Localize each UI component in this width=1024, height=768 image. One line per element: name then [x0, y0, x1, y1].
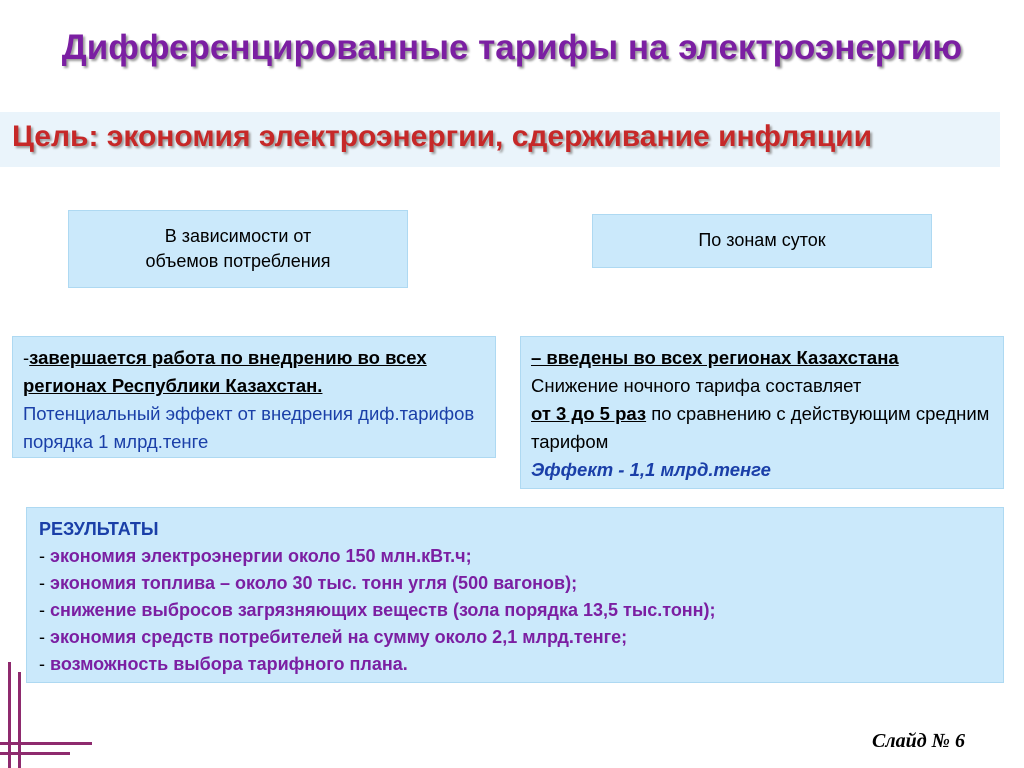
- right-body-box: [520, 336, 1004, 489]
- right-body-ratio: от 3 до 5 раз: [531, 403, 647, 424]
- right-header-text: По зонам суток: [698, 230, 826, 251]
- right-header-box: [592, 214, 932, 268]
- corner-line-horizontal-1: [0, 742, 92, 745]
- results-item: - возможность выбора тарифного плана.: [39, 654, 408, 674]
- goal-statement: Цель: экономия электроэнергии, сдерживание инфляции: [12, 120, 873, 153]
- left-body-effect: Потенциальный эффект от внедрения диф.тарифов порядка 1 млрд.тенге: [23, 403, 475, 452]
- left-header-box: [68, 210, 408, 288]
- right-body-comparison: по сравнению с действующим средним тарифом: [531, 403, 990, 452]
- results-item: - экономия электроэнергии около 150 млн.кВт.ч;: [39, 546, 472, 566]
- left-header-text: В зависимости от объемов потребления: [145, 225, 331, 271]
- right-body-status: – введены во всех регионах Казахстана: [531, 347, 899, 368]
- left-body-status: завершается работа по внедрению во всех регионах Республики Казахстан.: [23, 347, 427, 396]
- left-body-prefix: -: [23, 347, 30, 368]
- results-box: [26, 507, 1004, 683]
- right-body-effect: Эффект - 1,1 млрд.тенге: [531, 459, 771, 480]
- results-item: - экономия топлива – около 30 тыс. тонн угля (500 вагонов);: [39, 573, 578, 593]
- results-item: - снижение выбросов загрязняющих веществ (зола порядка 13,5 тыс.тонн);: [39, 600, 716, 620]
- slide-number: Слайд № 6: [872, 730, 965, 752]
- right-body-reduction: Снижение ночного тарифа составляет: [531, 375, 862, 396]
- left-body-box: [12, 336, 496, 458]
- corner-line-horizontal-2: [0, 752, 70, 755]
- results-title: РЕЗУЛЬТАТЫ: [39, 519, 159, 539]
- slide-title: Дифференцированные тарифы на электроэнергию: [61, 28, 963, 67]
- results-item: - экономия средств потребителей на сумму около 2,1 млрд.тенге;: [39, 627, 628, 647]
